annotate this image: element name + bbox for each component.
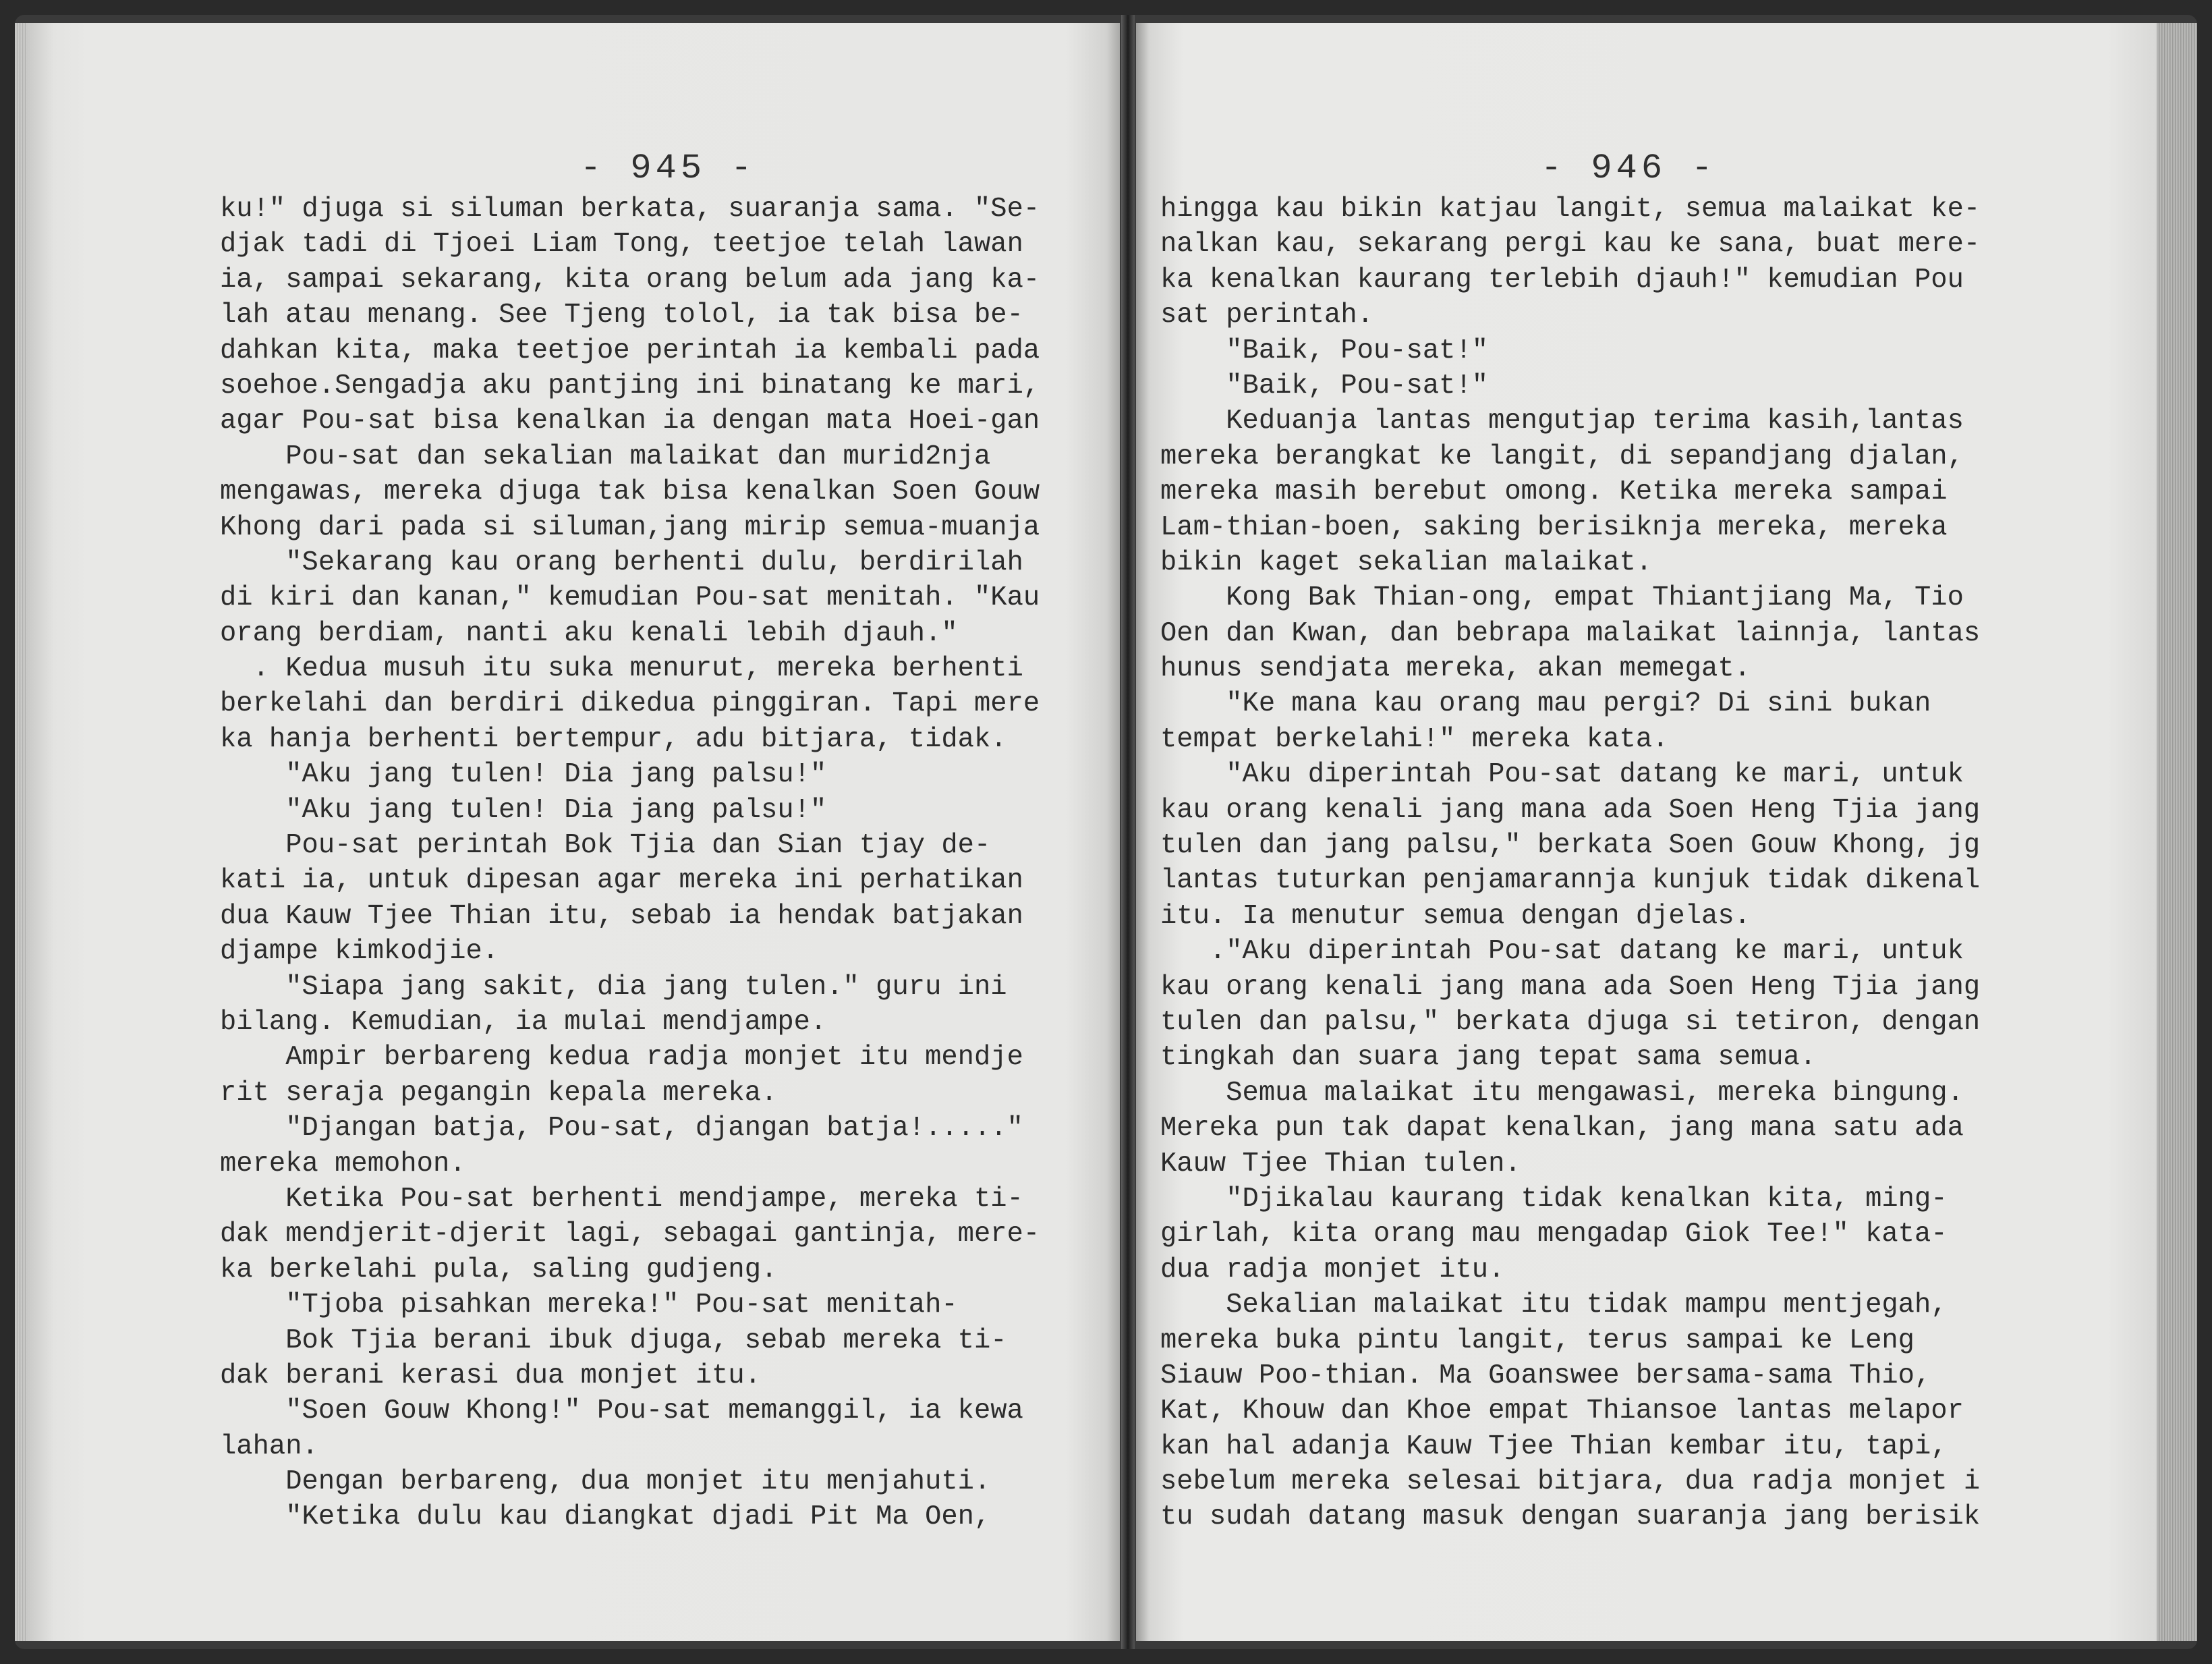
text-line: soehoe.Sengadja aku pantjing ini binatang ke mari,: [220, 370, 1040, 401]
text-line: Kong Bak Thian-ong, empat Thiantjiang Ma, Tio: [1160, 582, 1964, 614]
page-edges-right: [2157, 23, 2197, 1641]
text-line: Oen dan Kwan, dan bebrapa malaikat lainnja, lantas: [1160, 617, 1981, 649]
text-line: "Siapa jang sakit, dia jang tulen." guru ini: [220, 971, 1007, 1003]
text-line: "Tjoba pisahkan mereka!" Pou-sat menitah-: [220, 1289, 958, 1321]
book-gutter: [1121, 15, 1135, 1649]
text-line: agar Pou-sat bisa kenalkan ia dengan mata Hoei-gan: [220, 406, 1040, 437]
text-line: Semua malaikat itu mengawasi, mereka bingung.: [1160, 1077, 1964, 1109]
text-line: "Aku jang tulen! Dia jang palsu!": [220, 794, 827, 826]
text-line: nalkan kau, sekarang pergi kau ke sana, buat mere-: [1160, 229, 1981, 260]
text-line: "Ke mana kau orang mau pergi? Di sini bukan: [1160, 688, 1931, 720]
text-line: Khong dari pada si siluman,jang mirip semua-muanja: [220, 511, 1040, 543]
text-line: dak mendjerit-djerit lagi, sebagai gantinja, mere-: [220, 1219, 1040, 1250]
page-number-left: - 945 -: [580, 148, 756, 188]
text-line: dahkan kita, maka teetjoe perintah ia kembali pada: [220, 335, 1040, 366]
text-line: djak tadi di Tjoei Liam Tong, teetjoe telah lawan: [220, 229, 1023, 260]
text-line: "Sekarang kau orang berhenti dulu, berdirilah: [220, 547, 1023, 578]
text-line: tempat berkelahi!" mereka kata.: [1160, 723, 1669, 755]
text-line: kau orang kenali jang mana ada Soen Heng Tjia jang: [1160, 971, 1981, 1003]
text-line: girlah, kita orang mau mengadap Giok Tee!" kata-: [1160, 1219, 1948, 1250]
text-line: Pou-sat dan sekalian malaikat dan murid2nja: [220, 441, 991, 472]
text-line: ka hanja berhenti bertempur, adu bitjara, tidak.: [220, 723, 1007, 755]
text-line: orang berdiam, nanti aku kenali lebih djauh.": [220, 617, 958, 649]
text-line: Lam-thian-boen, saking berisiknja mereka, mereka: [1160, 511, 1948, 543]
text-line: ka berkelahi pula, saling gudjeng.: [220, 1254, 778, 1285]
text-line: bilang. Kemudian, ia mulai mendjampe.: [220, 1006, 827, 1038]
text-line: mereka buka pintu langit, terus sampai ke Leng: [1160, 1325, 1915, 1356]
text-line: "Ketika dulu kau diangkat djadi Pit Ma Oen,: [220, 1501, 991, 1533]
text-line: rit seraja pegangin kepala mereka.: [220, 1077, 778, 1109]
text-line: hingga kau bikin katjau langit, semua malaikat ke-: [1160, 194, 1981, 225]
text-line: tingkah dan suara jang tepat sama semua.: [1160, 1042, 1817, 1074]
text-line: Mereka pun tak dapat kenalkan, jang mana satu ada: [1160, 1113, 1964, 1144]
text-line: "Aku diperintah Pou-sat datang ke mari, untuk: [1160, 759, 1964, 791]
text-line: mereka berangkat ke langit, di sepandjang djalan,: [1160, 441, 1964, 472]
text-line: ia, sampai sekarang, kita orang belum ada jang ka-: [220, 264, 1040, 296]
text-line: kati ia, untuk dipesan agar mereka ini perhatikan: [220, 865, 1023, 897]
text-line: mengawas, mereka djuga tak bisa kenalkan Soen Gouw: [220, 476, 1040, 508]
text-line: Sekalian malaikat itu tidak mampu mentjegah,: [1160, 1289, 1948, 1321]
open-book: [15, 15, 2197, 1649]
text-line: mereka memohon.: [220, 1148, 466, 1180]
text-line: dua Kauw Tjee Thian itu, sebab ia hendak batjakan: [220, 900, 1023, 932]
text-line: mereka masih berebut omong. Ketika mereka sampai: [1160, 476, 1948, 508]
text-line: Kauw Tjee Thian tulen.: [1160, 1148, 1521, 1180]
text-line: ."Aku diperintah Pou-sat datang ke mari, untuk: [1160, 936, 1964, 968]
text-line: ku!" djuga si siluman berkata, suaranja sama. "Se-: [220, 194, 1040, 225]
text-line: hunus sendjata mereka, akan memegat.: [1160, 653, 1751, 685]
text-line: dua radja monjet itu.: [1160, 1254, 1505, 1285]
text-line: bikin kaget sekalian malaikat.: [1160, 547, 1653, 578]
text-line: "Djikalau kaurang tidak kenalkan kita, ming-: [1160, 1183, 1948, 1215]
text-line: sebelum mereka selesai bitjara, dua radja monjet i: [1160, 1466, 1981, 1498]
text-line: "Baik, Pou-sat!": [1160, 370, 1489, 401]
left-page-text: [220, 192, 1040, 1535]
text-line: Siauw Poo-thian. Ma Goanswee bersama-sama Thio,: [1160, 1360, 1931, 1391]
left-page: [27, 23, 1120, 1641]
text-line: Ketika Pou-sat berhenti mendjampe, mereka ti-: [220, 1183, 1023, 1215]
text-line: Keduanja lantas mengutjap terima kasih,lantas: [1160, 406, 1964, 437]
right-page: [1136, 23, 2182, 1641]
text-line: djampe kimkodjie.: [220, 936, 499, 968]
text-line: "Djangan batja, Pou-sat, djangan batja!.....": [220, 1113, 1023, 1144]
text-line: tulen dan jang palsu," berkata Soen Gouw Khong, jg: [1160, 830, 1981, 862]
text-line: Kat, Khouw dan Khoe empat Thiansoe lantas melapor: [1160, 1395, 1964, 1427]
text-line: lah atau menang. See Tjeng tolol, ia tak bisa be-: [220, 300, 1023, 331]
text-line: itu. Ia menutur semua dengan djelas.: [1160, 900, 1751, 932]
text-line: dak berani kerasi dua monjet itu.: [220, 1360, 762, 1391]
text-line: tu sudah datang masuk dengan suaranja jang berisik: [1160, 1501, 1981, 1533]
right-page-text: [1160, 192, 1980, 1535]
text-line: . Kedua musuh itu suka menurut, mereka berhenti: [220, 653, 1023, 685]
text-line: di kiri dan kanan," kemudian Pou-sat menitah. "Kau: [220, 582, 1040, 614]
text-line: ka kenalkan kaurang terlebih djauh!" kemudian Pou: [1160, 264, 1964, 296]
text-line: sat perintah.: [1160, 300, 1373, 331]
text-line: Pou-sat perintah Bok Tjia dan Sian tjay de-: [220, 830, 991, 862]
text-line: berkelahi dan berdiri dikedua pinggiran. Tapi mere: [220, 688, 1040, 720]
text-line: "Soen Gouw Khong!" Pou-sat memanggil, ia kewa: [220, 1395, 1023, 1427]
text-line: "Baik, Pou-sat!": [1160, 335, 1489, 366]
text-line: tulen dan palsu," berkata djuga si tetiron, dengan: [1160, 1006, 1981, 1038]
text-line: kau orang kenali jang mana ada Soen Heng Tjia jang: [1160, 794, 1981, 826]
text-line: Bok Tjia berani ibuk djuga, sebab mereka ti-: [220, 1325, 1007, 1356]
page-number-right: - 946 -: [1541, 148, 1717, 188]
text-line: lantas tuturkan penjamarannja kunjuk tidak dikenal: [1160, 865, 1981, 897]
text-line: Ampir berbareng kedua radja monjet itu mendje: [220, 1042, 1023, 1074]
text-line: "Aku jang tulen! Dia jang palsu!": [220, 759, 827, 791]
text-line: Dengan berbareng, dua monjet itu menjahuti.: [220, 1466, 991, 1498]
text-line: lahan.: [220, 1431, 318, 1462]
text-line: kan hal adanja Kauw Tjee Thian kembar itu, tapi,: [1160, 1431, 1948, 1462]
